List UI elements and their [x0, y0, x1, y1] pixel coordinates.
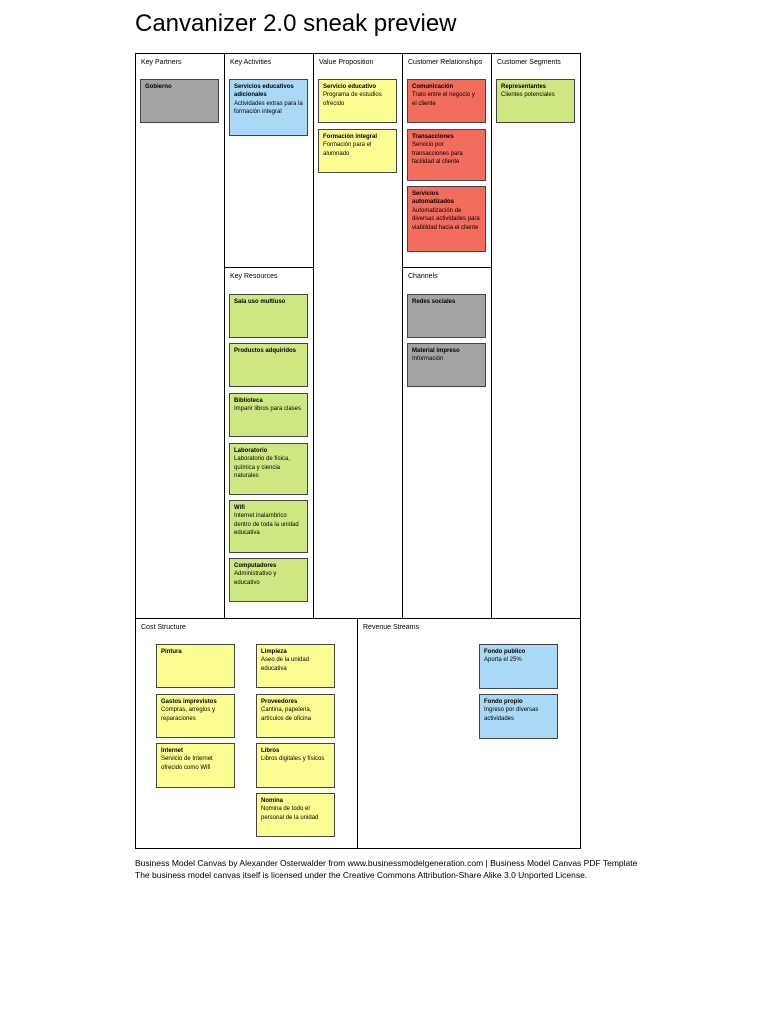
sticky-note-productos[interactable] — [229, 343, 308, 387]
sticky-note-sala[interactable] — [229, 294, 308, 338]
note-body: Programa de estudios ofrecido — [323, 92, 382, 107]
note-body: Laboratorio de física, química y ciencia naturales — [234, 456, 291, 480]
note-title: Transacciones — [412, 134, 454, 140]
section-label: Key Partners — [141, 59, 182, 66]
sticky-note-fondo-publico[interactable] — [479, 644, 558, 689]
note-body: Servicio de Internet ofrecido como Wifi — [161, 756, 213, 771]
note-body: Nomina de todo el personal de la unidad — [261, 806, 319, 821]
note-title: Servicios automatizados — [412, 191, 455, 206]
note-body: Ingreso por diversas actividades — [484, 707, 539, 722]
note-body: Libros digitales y físicos — [261, 756, 325, 763]
note-title: Gastos imprevistos — [161, 699, 217, 705]
note-title: Libros — [261, 748, 280, 754]
sticky-note-formacion-integral[interactable] — [318, 129, 397, 173]
sticky-note-servicio-educativo[interactable] — [318, 79, 397, 123]
note-body: Cantina, papeleria, artículos de oficina — [261, 707, 312, 722]
sticky-note-limpieza[interactable] — [256, 644, 335, 688]
note-title: Comunicación — [412, 84, 454, 90]
sticky-note-libros[interactable] — [256, 743, 335, 788]
sticky-note-proveedores[interactable] — [256, 694, 335, 738]
section-label: Revenue Streams — [363, 624, 420, 631]
note-body: Automatización de diversas actividades para viabilidad hacia el cliente — [412, 207, 480, 231]
sticky-note-servicios-educativos[interactable] — [229, 79, 308, 136]
note-title: Nomina — [261, 798, 284, 804]
section-label: Customer Relationships — [408, 59, 483, 66]
note-title: Formación integral — [323, 134, 378, 140]
note-body: Información — [412, 356, 444, 363]
sticky-note-fondo-propio[interactable] — [479, 694, 558, 739]
note-title: Fondo publico — [484, 649, 526, 655]
note-title: Fondo propio — [484, 699, 523, 705]
section-key-partners — [135, 53, 225, 619]
sticky-note-computadores[interactable] — [229, 558, 308, 602]
sticky-note-material-impreso[interactable] — [407, 343, 486, 387]
note-body: Formación para el alumnado — [323, 142, 372, 157]
section-label: Key Activities — [230, 59, 272, 66]
note-title: Biblioteca — [234, 398, 263, 404]
note-body: Compras, arreglos y reparaciones — [161, 707, 216, 722]
note-title: Gobierno — [145, 84, 172, 90]
sticky-note-laboratorio[interactable] — [229, 443, 308, 495]
note-title: Computadores — [234, 563, 277, 569]
footer-license: The business model canvas itself is licensed under the Creative Commons Attribution-Share Alike 3.0 Unported License. — [135, 870, 588, 880]
sticky-note-servicios-automatizados[interactable] — [407, 186, 486, 252]
sticky-note-gobierno[interactable] — [140, 79, 219, 123]
sticky-note-nomina[interactable] — [256, 793, 335, 837]
section-label: Customer Segments — [497, 59, 561, 66]
page-title: Canvanizer 2.0 sneak preview — [135, 10, 457, 37]
note-body: Aseo de la unidad educativa — [261, 657, 310, 672]
note-title: Limpieza — [261, 649, 287, 655]
section-label: Key Resources — [230, 273, 278, 280]
note-body: Clientes potenciales — [501, 92, 555, 99]
note-title: Wifi — [234, 505, 245, 511]
sticky-note-comunicacion[interactable] — [407, 79, 486, 123]
note-title: Productos adquiridos — [234, 348, 297, 354]
section-label: Cost Structure — [141, 624, 186, 631]
note-body: Administrativo y educativo — [234, 571, 277, 586]
footer-attribution: Business Model Canvas by Alexander Osterwalder from www.businessmodelgeneration.com | Business Model Canvas PDF Template — [135, 858, 638, 868]
note-title: Representantes — [501, 84, 547, 90]
note-title: Laboratorio — [234, 448, 268, 454]
sticky-note-biblioteca[interactable] — [229, 393, 308, 437]
note-body: Trato entre el negocio y el cliente — [412, 92, 475, 107]
note-body: Actividades extras para la formación integral — [234, 100, 303, 116]
sticky-note-gastos-imprevistos[interactable] — [156, 694, 235, 738]
note-title: Servicio educativo — [323, 84, 377, 90]
sticky-note-wifi[interactable] — [229, 500, 308, 553]
note-title: Sala uso multiuso — [234, 299, 286, 305]
sticky-note-redes-sociales[interactable] — [407, 294, 486, 338]
note-title: Material impreso — [412, 348, 460, 354]
sticky-note-pintura[interactable] — [156, 644, 235, 688]
note-body: Imparir libros para clases — [234, 406, 302, 413]
sticky-note-internet[interactable] — [156, 743, 235, 788]
section-customer-segments — [491, 53, 581, 619]
sticky-note-representantes[interactable] — [496, 79, 575, 123]
note-title: Internet — [161, 748, 184, 754]
note-title: Pintura — [161, 649, 182, 655]
note-body: Servicio por transacciones para facilidad al cliente — [412, 142, 463, 166]
sticky-note-transacciones[interactable] — [407, 129, 486, 181]
section-label: Value Proposition — [319, 59, 374, 66]
note-title: Redes sociales — [412, 299, 456, 305]
footer — [135, 857, 637, 881]
note-body: Aporta el 25% — [484, 657, 522, 664]
note-body: Internet inalambrico dentro de toda la unidad educativa — [234, 513, 299, 537]
note-title: Servicios educativos adicionales — [234, 84, 294, 99]
note-title: Proveedores — [261, 699, 298, 705]
section-label: Channels — [408, 273, 438, 280]
